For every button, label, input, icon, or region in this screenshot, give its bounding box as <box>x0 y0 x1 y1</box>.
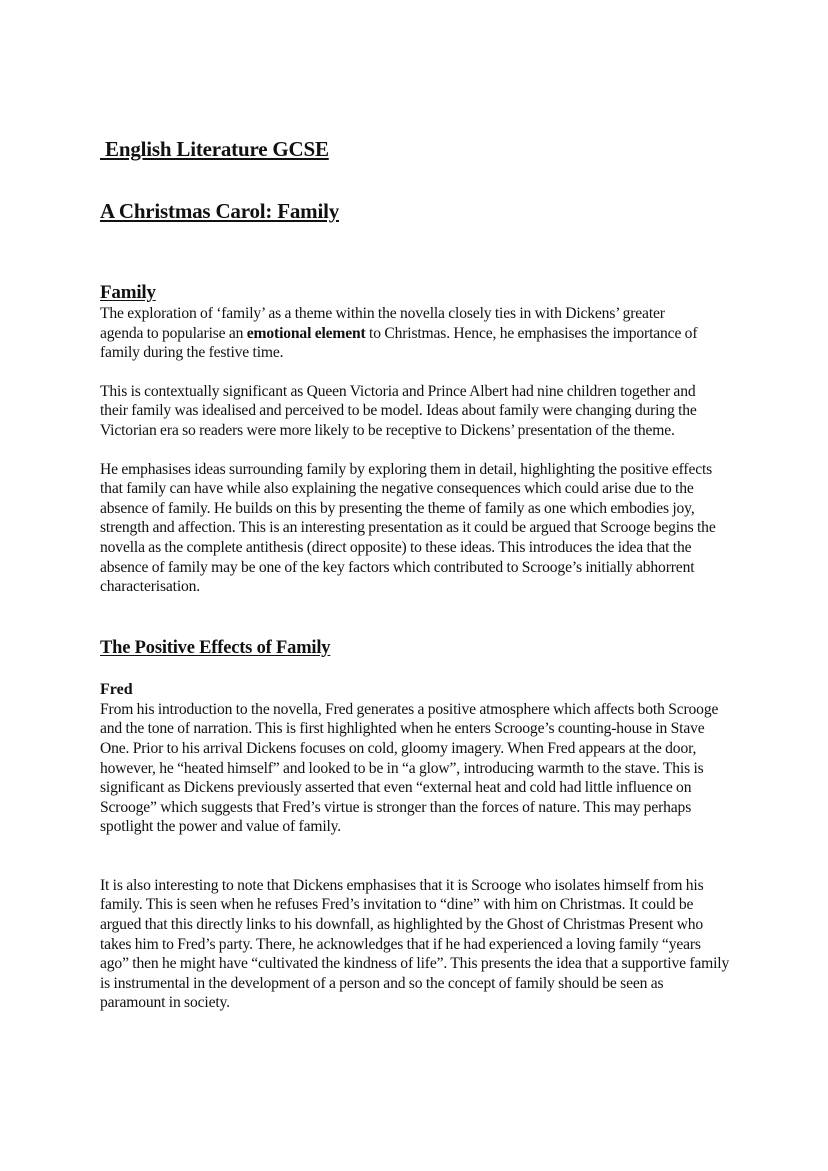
family-paragraph-3: He emphasises ideas surrounding family by exploring them in detail, highlighting the positive effects that family can have while also explaining the negative consequences which could arise due to the absence of family. He builds on this by presenting the theme of family as one which embodies joy, strength and affection. This is an interesting presentation as it could be argued that Scrooge begins the novella as the complete antithesis (direct opposite) to these ideas. This introduces the idea that the absence of family may be one of the key factors which contributed to Scrooge’s initially abhorrent characterisation. <box>100 460 716 596</box>
family-paragraph-1 <box>100 304 710 363</box>
family-paragraph-2: This is contextually significant as Queen Victoria and Prince Albert had nine children together and their family was idealised and perceived to be model. Ideas about family were changing during the Victorian era so readers were more likely to be receptive to Dickens’ presentation of the theme. <box>100 382 697 439</box>
section-heading-family: Family <box>100 282 156 303</box>
fred-paragraph-2: It is also interesting to note that Dickens emphasises that it is Scrooge who isolates himself from his family. This is seen when he refuses Fred’s invitation to “dine” with him on Christmas. It could be argued that this directly links to his downfall, as highlighted by the Ghost of Christmas Present who takes him to Fred’s party. There, he acknowledges that if he had experienced a loving family “years ago” then he might have “cultivated the kindness of life”. This presents the idea that a supportive family is instrumental in the development of a person and so the concept of family should be seen as paramount in society. <box>100 876 730 1012</box>
title-line-2: A Christmas Carol: Family <box>100 199 340 223</box>
document-page <box>100 100 740 1013</box>
section-heading-positive-effects: The Positive Effects of Family <box>100 637 331 658</box>
subheading-fred: Fred <box>100 680 133 698</box>
title-line-1: English Literature GCSE <box>100 137 329 161</box>
fred-paragraph-1: From his introduction to the novella, Fred generates a positive atmosphere which affects both Scrooge and the tone of narration. This is first highlighted when he enters Scrooge’s counting-house in Stave One. Prior to his arrival Dickens focuses on cold, gloomy imagery. When Fred appears at the door, however, he “heated himself” and looked to be in “a glow”, introducing warmth to the stave. This is significant as Dickens previously asserted that even “external heat and cold had little influence on Scrooge” which suggests that Fred’s virtue is stronger than the forces of nature. This may perhaps spotlight the power and value of family. <box>100 700 719 836</box>
family-paragraph-1-text-a: The exploration of ‘family’ as a theme within the novella closely ties in with Dickens’ greater agenda to popularise an <box>100 305 665 342</box>
emphasis-emotional-element: emotional element <box>246 324 366 342</box>
family-paragraph-1-text-b: to Christmas. Hence, he emphasises the importance of family during the festive time. <box>100 324 698 362</box>
document-title <box>100 100 740 260</box>
